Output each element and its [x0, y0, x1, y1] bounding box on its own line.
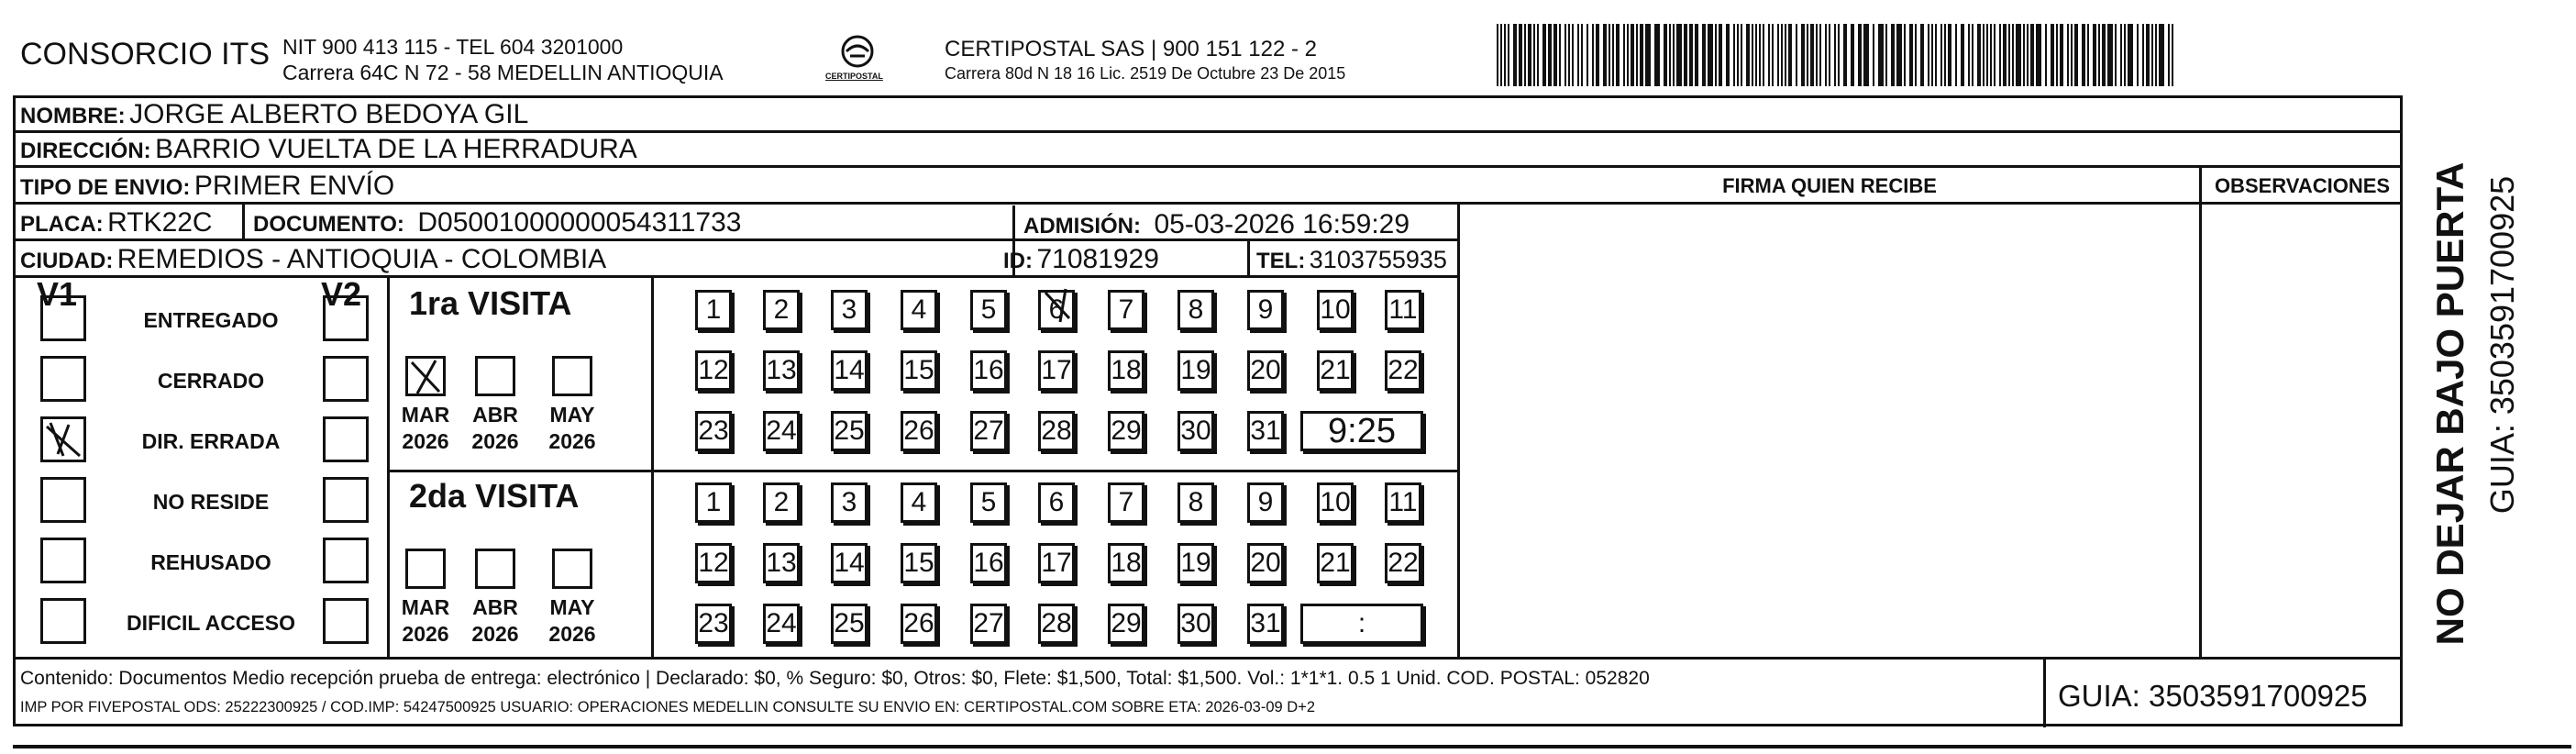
barcode-bar	[2115, 24, 2117, 86]
barcode-bar	[1623, 24, 1625, 86]
barcode-bar	[1810, 24, 1814, 86]
barcode-bar	[2093, 24, 2096, 86]
courier-name: CERTIPOSTAL SAS | 900 151 122 - 2	[945, 37, 1317, 61]
day-box[interactable]: 26	[901, 411, 937, 451]
barcode-bar	[1752, 24, 1753, 86]
day-box[interactable]: 16	[970, 350, 1007, 391]
courier-license: Carrera 80d N 18 16 Lic. 2519 De Octubre 23 De 2015	[945, 64, 1346, 83]
signature-header: FIRMA QUIEN RECIBE	[1722, 174, 1937, 197]
barcode-bar	[1931, 24, 1933, 86]
day-box[interactable]: 5	[970, 482, 1007, 523]
month-checkbox[interactable]	[405, 356, 446, 396]
v1-checkbox[interactable]	[40, 416, 86, 462]
barcode-bar	[1829, 24, 1830, 86]
barcode-bar	[1807, 24, 1808, 86]
barcode-bar	[2074, 24, 2078, 86]
barcode-bar	[1755, 24, 1757, 86]
v1-checkbox[interactable]	[40, 356, 86, 402]
barcode-bar	[1940, 24, 1942, 86]
barcode-bar	[1524, 24, 1526, 86]
day-box[interactable]: 28	[1038, 604, 1075, 644]
recipient-name: JORGE ALBERTO BEDOYA GIL	[129, 99, 529, 129]
barcode-bar	[1581, 24, 1583, 86]
barcode-bar	[1741, 24, 1742, 86]
barcode-bar	[1702, 24, 1706, 86]
month-name: ABR	[472, 403, 518, 427]
day-box[interactable]: 14	[831, 350, 868, 391]
barcode-bar	[1612, 24, 1614, 86]
barcode-bar	[1994, 24, 1996, 86]
shipment-type-label: TIPO DE ENVIO:	[20, 175, 191, 200]
day-box[interactable]: 19	[1177, 543, 1214, 583]
barcode-bar	[2012, 24, 2014, 86]
day-box[interactable]: 30	[1177, 411, 1214, 451]
day-box[interactable]: 27	[970, 604, 1007, 644]
barcode-bar	[1564, 24, 1566, 86]
barcode-bar	[2060, 24, 2063, 86]
barcode-bar	[1759, 24, 1761, 86]
footer-print-info: IMP POR FIVEPOSTAL ODS: 25222300925 / COD.IMP: 54247500925 USUARIO: OPERACIONES MEDELLIN CONSULTE SU ENVIO EN: CERTIPOSTAL.COM SOBRE ETA: 2026-03-09 D+2	[20, 699, 1316, 715]
day-box[interactable]: 21	[1317, 350, 1354, 391]
day-box[interactable]: 22	[1385, 543, 1421, 583]
day-box[interactable]: 3	[831, 482, 868, 523]
status-reason-label: CERRADO	[157, 369, 265, 393]
month-year: 2026	[402, 429, 449, 453]
barcode-bar	[2120, 24, 2122, 86]
side-warning: NO DEJAR BAJO PUERTA	[2428, 161, 2471, 646]
barcode-bar	[1843, 24, 1847, 86]
v2-checkbox[interactable]	[323, 356, 369, 402]
day-box[interactable]: 24	[763, 604, 800, 644]
barcode-bar	[1631, 24, 1634, 86]
barcode-bar	[1838, 24, 1840, 86]
month-label	[398, 402, 453, 455]
barcode-bar	[1645, 24, 1651, 86]
month-label	[468, 594, 523, 648]
day-box[interactable]: 27	[970, 411, 1007, 451]
month-checkbox[interactable]	[552, 356, 592, 396]
barcode-bar	[1851, 24, 1854, 86]
day-box[interactable]: 28	[1038, 411, 1075, 451]
day-box[interactable]: 7	[1108, 290, 1144, 330]
barcode-bar	[1891, 24, 1895, 86]
barcode-bar	[2155, 24, 2157, 86]
barcode-bar	[2124, 24, 2126, 86]
day-box[interactable]: 9	[1247, 290, 1284, 330]
status-reason-label: ENTREGADO	[143, 308, 279, 332]
logo-caption: CERTIPOSTAL	[825, 72, 883, 81]
barcode-bar	[1885, 24, 1887, 86]
barcode-bar	[1559, 24, 1561, 86]
barcode-bar	[1972, 24, 1973, 86]
barcode-bar	[1772, 24, 1774, 86]
barcode-bar	[1689, 24, 1693, 86]
document-label: DOCUMENTO:	[253, 212, 404, 237]
barcode-bar	[1500, 24, 1502, 86]
barcode-bar	[1858, 24, 1862, 86]
v1-checkbox[interactable]	[40, 295, 86, 341]
visit2-title: 2da VISITA	[409, 477, 580, 515]
id-label: ID:	[1003, 249, 1033, 273]
barcode-bar	[1977, 24, 1981, 86]
day-box[interactable]: 13	[763, 543, 800, 583]
barcode-bar	[2056, 24, 2058, 86]
v1-checkbox[interactable]	[40, 477, 86, 523]
day-box[interactable]: 12	[695, 350, 732, 391]
day-box[interactable]: 20	[1247, 350, 1284, 391]
day-box[interactable]: 22	[1385, 350, 1421, 391]
plate: RTK22C	[107, 207, 213, 238]
day-box[interactable]: 1	[695, 482, 732, 523]
signature-area[interactable]	[1460, 204, 2199, 657]
barcode-bar	[1801, 24, 1805, 86]
barcode-bar	[1673, 24, 1675, 86]
name-label: NOMBRE:	[20, 104, 126, 128]
day-box[interactable]: 18	[1108, 350, 1144, 391]
barcode-bar	[1654, 24, 1660, 86]
company-name: CONSORCIO ITS	[20, 37, 271, 72]
day-box[interactable]: 31	[1247, 604, 1284, 644]
barcode-bar	[1572, 24, 1574, 86]
day-box[interactable]: 10	[1317, 482, 1354, 523]
barcode-bar	[1781, 24, 1783, 86]
barcode-bar	[2142, 24, 2144, 86]
barcode-bar	[1719, 24, 1722, 86]
barcode-bar	[1616, 24, 1620, 86]
barcode-bar	[1542, 24, 1546, 86]
barcode-bar	[1819, 24, 1821, 86]
barcode-bar	[2146, 24, 2150, 86]
day-box[interactable]: 15	[901, 350, 937, 391]
shipment-type: PRIMER ENVÍO	[193, 171, 395, 201]
check-mark-icon	[408, 359, 445, 395]
barcode-bar	[1609, 24, 1610, 86]
barcode-bar	[1999, 24, 2001, 86]
day-box[interactable]: 13	[763, 350, 800, 391]
barcode-bar	[1603, 24, 1607, 86]
barcode-bar	[2098, 24, 2100, 86]
barcode-bar	[2045, 24, 2047, 86]
barcode-bar	[1785, 24, 1786, 86]
barcode-bar	[1596, 24, 1599, 86]
day-box[interactable]: 31	[1247, 411, 1284, 451]
recipient-address: BARRIO VUELTA DE LA HERRADURA	[155, 134, 637, 164]
barcode-bar	[1553, 24, 1557, 86]
barcode-bar	[1863, 24, 1869, 86]
barcode-bar	[1519, 24, 1522, 86]
city: REMEDIOS - ANTIOQUIA - COLOMBIA	[116, 244, 607, 274]
barcode-bar	[1548, 24, 1552, 86]
barcode-bar	[1676, 24, 1682, 86]
observations-area[interactable]	[2202, 204, 2402, 657]
month-name: MAY	[549, 403, 595, 427]
day-box[interactable]: 3	[831, 290, 868, 330]
barcode-bar	[1695, 24, 1698, 86]
day-box[interactable]: 4	[901, 290, 937, 330]
status-reason-label: DIFICIL ACCESO	[126, 611, 295, 635]
day-box[interactable]: 5	[970, 290, 1007, 330]
barcode-bar	[1928, 24, 1929, 86]
barcode-bar	[1986, 24, 1988, 86]
barcode-bar	[2102, 24, 2106, 86]
barcode-bar	[1825, 24, 1827, 86]
day-box[interactable]: 10	[1317, 290, 1354, 330]
barcode-bar	[1733, 24, 1735, 86]
barcode-bar	[1640, 24, 1643, 86]
day-box[interactable]: 6	[1038, 482, 1075, 523]
barcode-bar	[1983, 24, 1985, 86]
v1-checkbox[interactable]	[40, 598, 86, 644]
barcode-bar	[1726, 24, 1730, 86]
check-mark-icon	[43, 419, 83, 460]
barcode-bar	[2027, 24, 2029, 86]
v2-checkbox[interactable]	[323, 598, 369, 644]
barcode-bar	[1669, 24, 1671, 86]
visit-time-box[interactable]: :	[1300, 604, 1423, 644]
barcode-bar	[1768, 24, 1770, 86]
barcode-bar	[2082, 24, 2085, 86]
day-box[interactable]: 9	[1247, 482, 1284, 523]
month-year: 2026	[471, 429, 519, 453]
barcode-bar	[1592, 24, 1594, 86]
day-box[interactable]: 4	[901, 482, 937, 523]
visit-time-box[interactable]: 9:25	[1300, 411, 1423, 451]
day-box[interactable]: 12	[695, 543, 732, 583]
v1-header: V1	[37, 275, 78, 313]
day-box[interactable]: 2	[763, 290, 800, 330]
barcode-bar	[2168, 24, 2170, 86]
day-box[interactable]: 11	[1385, 482, 1421, 523]
month-year: 2026	[402, 622, 449, 646]
barcode-bar	[1513, 24, 1517, 86]
day-box[interactable]: 25	[831, 411, 868, 451]
barcode-bar	[1737, 24, 1739, 86]
barcode-bar	[1816, 24, 1818, 86]
day-box[interactable]: 8	[1177, 482, 1214, 523]
address-label: DIRECCIÓN:	[20, 139, 151, 163]
footer-guia: GUIA: 3503591700925	[2058, 679, 2368, 713]
barcode-bar	[1577, 24, 1579, 86]
day-box[interactable]: 19	[1177, 350, 1214, 391]
company-nit: NIT 900 413 115 - TEL 604 3201000	[282, 35, 624, 59]
admission-date: 05-03-2026 16:59:29	[1154, 209, 1410, 239]
v2-checkbox[interactable]	[323, 538, 369, 583]
barcode-bar	[1497, 24, 1498, 86]
plate-label: PLACA:	[20, 212, 104, 237]
barcode-bar	[1878, 24, 1884, 86]
barcode-bar	[1528, 24, 1531, 86]
barcode-bar	[1961, 24, 1964, 86]
month-checkbox[interactable]	[405, 549, 446, 589]
day-box[interactable]: 8	[1177, 290, 1214, 330]
status-reason-label: DIR. ERRADA	[141, 429, 281, 453]
month-label	[545, 402, 600, 455]
barcode-bar	[1834, 24, 1836, 86]
observations-header: OBSERVACIONES	[2214, 174, 2391, 197]
barcode-bar	[1684, 24, 1687, 86]
barcode-bar	[2151, 24, 2153, 86]
day-box[interactable]: 17	[1038, 543, 1075, 583]
v1-checkbox[interactable]	[40, 538, 86, 583]
visit1-title: 1ra VISITA	[409, 284, 572, 322]
day-box[interactable]: 1	[695, 290, 732, 330]
barcode-bar	[1504, 24, 1506, 86]
month-label	[468, 402, 523, 455]
month-label	[398, 594, 453, 648]
day-box[interactable]: 23	[695, 411, 732, 451]
barcode-bar	[2067, 24, 2069, 86]
footer-content: Contenido: Documentos Medio recepción prueba de entrega: electrónico | Declarado: $0, % Seguro: $0, Otros: $0, Flete: $1,500, Total: $1,500. Vol.: 1*1*1. 0.5 1 Unid. COD. POSTAL: 052820	[20, 668, 1650, 689]
barcode-bar	[1935, 24, 1937, 86]
barcode-bar	[1777, 24, 1779, 86]
admission-label: ADMISIÓN:	[1023, 214, 1141, 238]
day-box[interactable]: 2	[763, 482, 800, 523]
day-box[interactable]: 29	[1108, 604, 1144, 644]
barcode-bar	[2172, 24, 2173, 86]
day-box[interactable]: 26	[901, 604, 937, 644]
barcode-bar	[1915, 24, 1917, 86]
day-box[interactable]: 29	[1108, 411, 1144, 451]
barcode-bar	[2071, 24, 2073, 86]
month-checkbox[interactable]	[475, 549, 515, 589]
city-label: CIUDAD:	[20, 249, 114, 273]
barcode-bar	[1948, 24, 1951, 86]
barcode-bar	[2003, 24, 2007, 86]
barcode-bar	[1944, 24, 1946, 86]
barcode-bar	[2016, 24, 2021, 86]
barcode-bar	[1746, 24, 1750, 86]
month-label	[545, 594, 600, 648]
day-box[interactable]: 17	[1038, 350, 1075, 391]
v2-checkbox[interactable]	[323, 477, 369, 523]
barcode-bar	[1955, 24, 1957, 86]
month-year: 2026	[548, 429, 596, 453]
day-box[interactable]: 6	[1038, 290, 1075, 330]
barcode-bar	[1968, 24, 1970, 86]
month-year: 2026	[471, 622, 519, 646]
barcode-bar	[1896, 24, 1902, 86]
day-box[interactable]: 30	[1177, 604, 1214, 644]
barcode-bar	[2137, 24, 2139, 86]
barcode-bar	[1636, 24, 1638, 86]
day-box[interactable]: 25	[831, 604, 868, 644]
barcode-bar	[1587, 24, 1588, 86]
day-box[interactable]: 16	[970, 543, 1007, 583]
barcode-bar	[2036, 24, 2041, 86]
recipient-id: 71081929	[1036, 244, 1159, 274]
day-box[interactable]: 21	[1317, 543, 1354, 583]
barcode-bar	[1990, 24, 1992, 86]
barcode-bar	[1627, 24, 1629, 86]
barcode-bar	[2128, 24, 2133, 86]
v2-checkbox[interactable]	[323, 295, 369, 341]
barcode-bar	[2107, 24, 2113, 86]
barcode-bar	[1533, 24, 1535, 86]
barcode-bar	[1920, 24, 1924, 86]
document-number: D05001000000054311733	[417, 207, 742, 238]
day-box[interactable]: 11	[1385, 290, 1421, 330]
barcode-bar	[2030, 24, 2034, 86]
day-box[interactable]: 24	[763, 411, 800, 451]
status-reason-label: REHUSADO	[150, 550, 271, 574]
barcode-bar	[1909, 24, 1913, 86]
barcode-bar	[2008, 24, 2010, 86]
barcode-bar	[1904, 24, 1906, 86]
barcode	[1497, 24, 2177, 86]
day-box[interactable]: 15	[901, 543, 937, 583]
month-name: MAR	[401, 595, 450, 619]
v2-checkbox[interactable]	[323, 416, 369, 462]
day-box[interactable]: 23	[695, 604, 732, 644]
barcode-bar	[1537, 24, 1539, 86]
barcode-bar	[1664, 24, 1667, 86]
day-box[interactable]: 18	[1108, 543, 1144, 583]
barcode-bar	[1708, 24, 1713, 86]
side-guia: GUIA: 3503591700925	[2483, 175, 2521, 515]
barcode-bar	[2159, 24, 2164, 86]
barcode-bar	[1568, 24, 1570, 86]
barcode-bar	[1508, 24, 1509, 86]
certipostal-logo	[816, 31, 899, 86]
day-box[interactable]: 7	[1108, 482, 1144, 523]
barcode-bar	[2051, 24, 2054, 86]
recipient-tel: 3103755935	[1309, 246, 1447, 273]
status-reason-label: NO RESIDE	[152, 490, 270, 514]
barcode-bar	[1873, 24, 1874, 86]
month-name: ABR	[472, 595, 518, 619]
day-box[interactable]: 20	[1247, 543, 1284, 583]
v2-header: V2	[321, 275, 362, 313]
barcode-bar	[1763, 24, 1764, 86]
tel-label: TEL:	[1256, 249, 1306, 273]
barcode-bar	[2087, 24, 2089, 86]
month-name: MAR	[401, 403, 450, 427]
barcode-bar	[1715, 24, 1717, 86]
check-mark-icon	[1042, 289, 1075, 326]
month-checkbox[interactable]	[475, 356, 515, 396]
month-checkbox[interactable]	[552, 549, 592, 589]
month-year: 2026	[548, 622, 596, 646]
barcode-bar	[2023, 24, 2025, 86]
month-name: MAY	[549, 595, 595, 619]
day-box[interactable]: 14	[831, 543, 868, 583]
barcode-bar	[1788, 24, 1792, 86]
company-address: Carrera 64C N 72 - 58 MEDELLIN ANTIOQUIA	[282, 61, 724, 84]
barcode-bar	[1796, 24, 1797, 86]
